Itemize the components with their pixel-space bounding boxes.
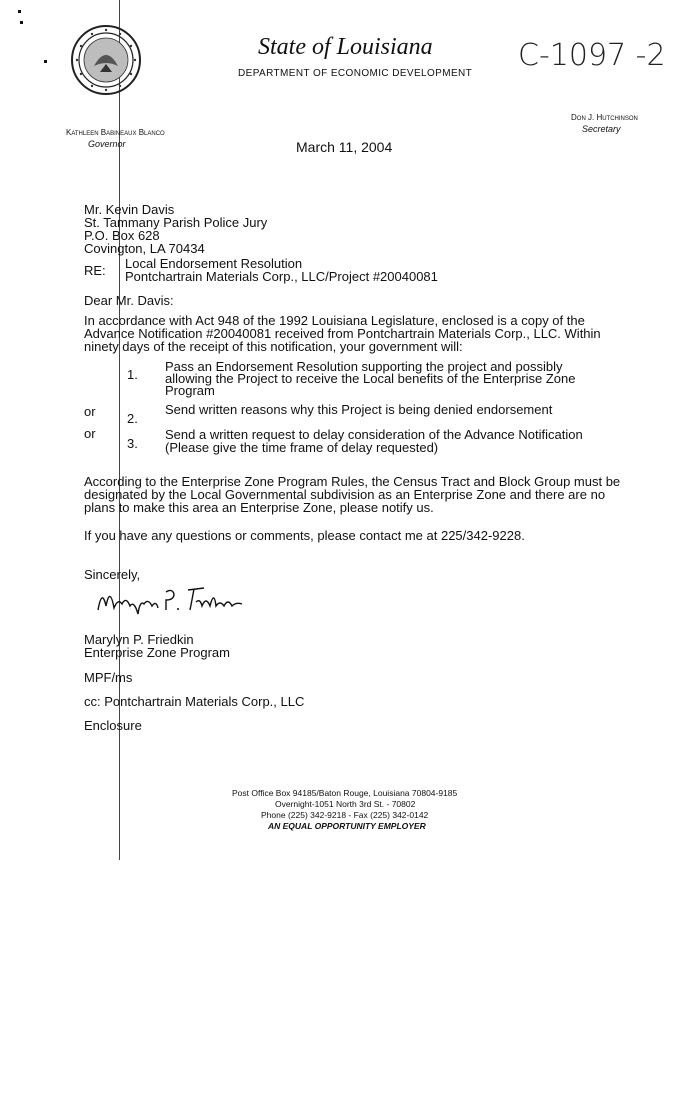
footer-overnight: Overnight-1051 North 3rd St. - 70802 (275, 799, 416, 809)
signer-name: Marylyn P. Friedkin (84, 632, 194, 647)
re-label: RE: (84, 263, 106, 278)
census-line: According to the Enterprise Zone Program Rules, the Census Tract and Block Group must be (84, 474, 621, 489)
signer-title: Enterprise Zone Program (84, 645, 230, 660)
footer-phone: Phone (225) 342-9218 - Fax (225) 342-0142 (261, 810, 429, 820)
handwritten-signature (96, 580, 246, 620)
scan-speck (44, 60, 47, 63)
or-label: or (84, 426, 96, 441)
re-subject-line1: Local Endorsement Resolution (125, 256, 303, 271)
item-number: 1. (127, 367, 138, 382)
recipient-org: St. Tammany Parish Police Jury (84, 215, 268, 230)
letterhead-state-name: State of Louisiana (258, 34, 433, 60)
footer-address: Post Office Box 94185/Baton Rouge, Louisiana 70804-9185 (232, 788, 458, 798)
state-seal-icon (70, 24, 142, 96)
census-line: designated by the Local Governmental subdivision as an Enterprise Zone and there are no (84, 487, 606, 502)
item-number: 3. (127, 436, 138, 451)
contact-line: If you have any questions or comments, please contact me at 225/342-9228. (84, 528, 525, 543)
governor-title: Governor (88, 139, 126, 149)
salutation: Dear Mr. Davis: (84, 293, 174, 308)
handwritten-document-id: C-1097 -2 (518, 38, 666, 73)
closing: Sincerely, (84, 567, 141, 582)
letter-date: March 11, 2004 (296, 139, 393, 155)
item-text: Send written reasons why this Project is being denied endorsement (165, 402, 553, 417)
scan-speck (18, 10, 21, 13)
secretary-name: Don J. Hutchinson (571, 113, 638, 122)
enclosure: Enclosure (84, 718, 142, 733)
secretary-title: Secretary (582, 124, 621, 134)
re-subject-line2: Pontchartrain Materials Corp., LLC/Project #20040081 (125, 269, 438, 284)
intro-line: In accordance with Act 948 of the 1992 Louisiana Legislature, enclosed is a copy of the (84, 313, 585, 328)
recipient-city: Covington, LA 70434 (84, 241, 205, 256)
or-label: or (84, 404, 96, 419)
footer-eoe: AN EQUAL OPPORTUNITY EMPLOYER (268, 821, 426, 831)
governor-name: Kathleen Babineaux Blanco (66, 128, 165, 137)
item-text: Program (165, 383, 215, 398)
item-text: Pass an Endorsement Resolution supporting the project and possibly (165, 359, 563, 374)
scan-speck (20, 21, 23, 24)
item-text: Send a written request to delay consideration of the Advance Notification (165, 427, 583, 442)
item-number: 2. (127, 411, 138, 426)
recipient-box: P.O. Box 628 (84, 228, 160, 243)
item-text: (Please give the time frame of delay requested) (165, 440, 439, 455)
letterhead-department: DEPARTMENT OF ECONOMIC DEVELOPMENT (238, 68, 473, 79)
cc-line: cc: Pontchartrain Materials Corp., LLC (84, 694, 305, 709)
initials: MPF/ms (84, 670, 133, 685)
census-line: plans to make this area an Enterprise Zone, please notify us. (84, 500, 434, 515)
item-text: allowing the Project to receive the Local benefits of the Enterprise Zone (165, 371, 576, 386)
intro-line: ninety days of the receipt of this notification, your government will: (84, 339, 463, 354)
recipient-name: Mr. Kevin Davis (84, 202, 175, 217)
intro-line: Advance Notification #20040081 received from Pontchartrain Materials Corp., LLC. Within (84, 326, 601, 341)
